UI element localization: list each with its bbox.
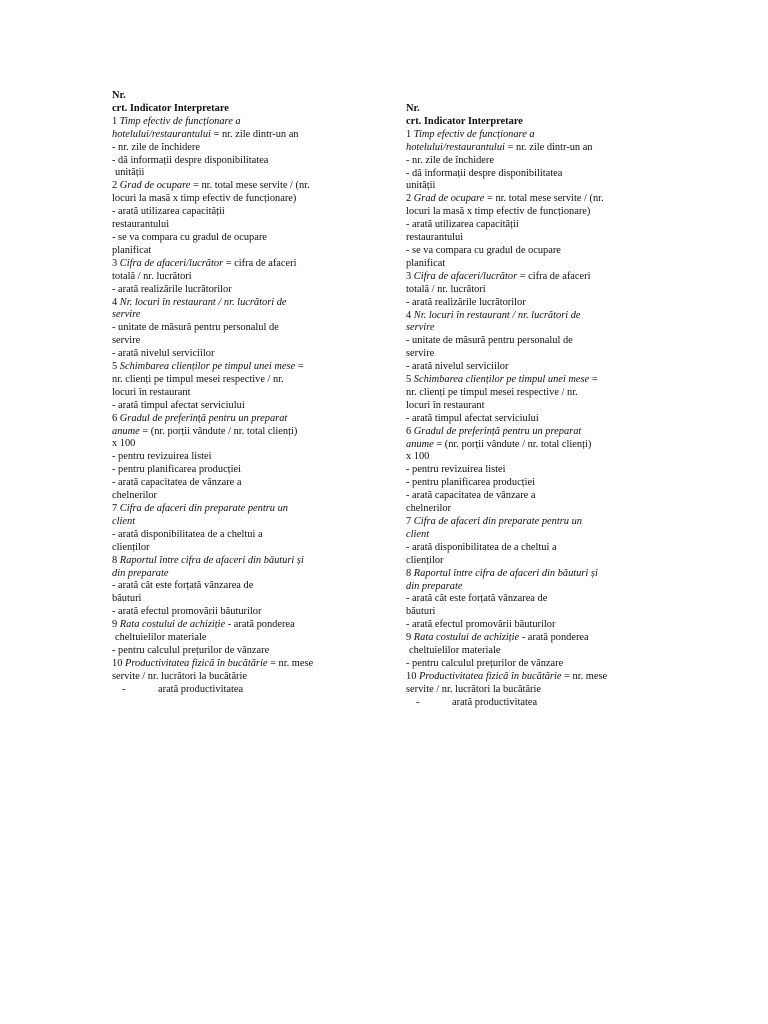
text-line: [112, 606, 313, 619]
text-line: [112, 335, 313, 348]
text-line: [406, 155, 607, 168]
text-segment: =: [295, 361, 304, 373]
text-line: [112, 116, 313, 129]
text-line: [406, 348, 607, 361]
text-line: [406, 129, 607, 142]
text-line: [406, 503, 607, 516]
text-line: [112, 245, 313, 258]
text-segment: arată productivitatea: [452, 696, 538, 708]
text-line: [406, 335, 607, 348]
text-segment: restaurantului: [112, 219, 170, 231]
text-line: [112, 258, 313, 271]
text-line: [112, 361, 313, 374]
text-segment: - arată disponibilitatea de a cheltui a: [112, 528, 263, 540]
text-line: [112, 658, 313, 671]
text-line: [406, 477, 607, 490]
text-segment: - arată ponderea: [225, 619, 295, 631]
text-line: [406, 451, 607, 464]
text-segment: = (nr. porții vândute / nr. total clienți): [433, 438, 592, 450]
text-segment: - arată capacitatea de vânzare a: [112, 477, 242, 489]
text-line: [112, 271, 313, 284]
italic-term: Grad de ocupare: [119, 180, 191, 192]
text-segment: x 100: [406, 451, 430, 463]
text-line: [112, 374, 313, 387]
text-segment: - arată efectul promovării băuturilor: [406, 619, 556, 631]
text-segment: locuri la masă x timp efectiv de funcționare): [406, 206, 591, 218]
text-segment: servire: [112, 335, 141, 347]
italic-term: Rata costului de achiziție: [413, 632, 520, 644]
text-line: [112, 206, 313, 219]
italic-term: Gradul de preferință pentru un preparat: [413, 425, 582, 437]
text-segment: nr. clienți pe timpul mesei respective / nr.: [112, 373, 284, 385]
text-segment: chelnerilor: [406, 503, 452, 515]
text-line: [406, 271, 607, 284]
text-segment: băuturi: [406, 606, 436, 618]
text-segment: - pentru calculul prețurilor de vânzare: [406, 657, 564, 669]
italic-term: anume: [112, 425, 140, 437]
italic-term: Schimbarea clienților pe timpul unei mese: [119, 361, 296, 373]
text-line: [112, 155, 313, 168]
text-segment: 3: [406, 270, 414, 282]
italic-term: hotelului/restaurantului: [406, 141, 505, 153]
text-line: [406, 180, 607, 193]
text-line: [406, 413, 607, 426]
text-line: [406, 632, 607, 645]
italic-term: Rata costului de achiziție: [119, 619, 226, 631]
text-segment: 8: [406, 567, 414, 579]
text-segment: - arată timpul afectat serviciului: [406, 412, 539, 424]
italic-term: Cifra de afaceri/lucrător: [119, 257, 224, 269]
text-line: [406, 374, 607, 387]
text-line: [112, 542, 313, 555]
text-segment: - pentru planificarea producției: [112, 464, 241, 476]
text-segment: - arată disponibilitatea de a cheltui a: [406, 541, 557, 553]
text-line: [112, 645, 313, 658]
bullet-dash: -: [416, 696, 420, 708]
text-segment: servite / nr. lucrători la bucătărie: [406, 683, 542, 695]
text-line: [406, 671, 607, 684]
text-line: [112, 309, 313, 322]
text-line: [406, 361, 607, 374]
text-line: [406, 322, 607, 335]
text-line: [112, 619, 313, 632]
text-segment: - arată timpul afectat serviciului: [112, 399, 245, 411]
text-segment: servire: [406, 348, 435, 360]
text-segment: - arată efectul promovării băuturilor: [112, 606, 262, 618]
text-segment: arată productivitatea: [158, 683, 244, 695]
text-line: [112, 167, 313, 180]
text-line: [112, 400, 313, 413]
text-line: [406, 568, 607, 581]
text-segment: - arată ponderea: [519, 632, 589, 644]
text-line: [406, 516, 607, 529]
text-segment: - dă informații despre disponibilitatea: [406, 167, 563, 179]
text-segment: totală / nr. lucrători: [112, 270, 192, 282]
text-segment: - se va compara cu gradul de ocupare: [112, 231, 267, 243]
text-line: [112, 322, 313, 335]
text-line: [406, 555, 607, 568]
text-segment: 8: [112, 554, 120, 566]
text-segment: = nr. zile dintr-un an: [504, 141, 593, 153]
italic-term: din preparate: [112, 567, 169, 579]
text-line: [406, 206, 607, 219]
text-segment: clienților: [112, 541, 150, 553]
text-line: [112, 529, 313, 542]
text-line: [112, 490, 313, 503]
italic-term: Nr. locuri în restaurant / nr. lucrători de: [413, 309, 581, 321]
text-line: [112, 90, 313, 103]
text-line: [406, 297, 607, 310]
text-line: [112, 348, 313, 361]
text-line: [406, 697, 607, 710]
text-segment: - pentru calculul prețurilor de vânzare: [112, 644, 270, 656]
text-segment: 2: [406, 193, 414, 205]
text-line: [406, 116, 607, 129]
text-line: [406, 684, 607, 697]
text-segment: - nr. zile de închidere: [112, 141, 200, 153]
text-line: [112, 387, 313, 400]
text-line: [112, 103, 313, 116]
text-segment: = nr. zile dintr-un an: [210, 128, 299, 140]
text-segment: - arată realizările lucrătorilor: [112, 283, 232, 295]
text-line: [406, 387, 607, 400]
text-line: [112, 632, 313, 645]
text-line: [112, 232, 313, 245]
text-segment: - unitate de măsură pentru personalul de: [112, 322, 279, 334]
italic-term: client: [406, 528, 430, 540]
text-line: [112, 464, 313, 477]
italic-term: Cifra de afaceri din preparate pentru un: [413, 516, 582, 527]
text-line: [112, 568, 313, 581]
text-segment: planificat: [406, 257, 446, 269]
text-segment: = nr. total mese servite / (nr.: [484, 193, 604, 205]
text-line: [406, 490, 607, 503]
text-line: [406, 619, 607, 632]
text-segment: - arată utilizarea capacității: [112, 206, 225, 218]
italic-term: Nr. locuri în restaurant / nr. lucrători de: [119, 296, 287, 308]
text-segment: 7: [406, 516, 414, 527]
italic-term: anume: [406, 438, 434, 450]
italic-term: Productivitatea fizică în bucătărie: [419, 670, 562, 682]
text-segment: chelnerilor: [112, 490, 158, 502]
text-line: [406, 658, 607, 671]
text-line: [112, 297, 313, 310]
text-segment: 3: [112, 257, 120, 269]
text-segment: - unitate de măsură pentru personalul de: [406, 335, 573, 347]
text-line: [406, 400, 607, 413]
bullet-dash: -: [122, 683, 126, 695]
italic-term: Gradul de preferință pentru un preparat: [119, 412, 288, 424]
text-segment: crt. Indicator Interpretare: [112, 102, 229, 114]
text-segment: 1: [406, 128, 414, 140]
text-segment: - arată utilizarea capacității: [406, 219, 519, 231]
text-segment: 9: [112, 619, 120, 631]
text-segment: 1: [112, 115, 120, 127]
text-line: [406, 310, 607, 323]
text-line: [112, 193, 313, 206]
text-line: [112, 129, 313, 142]
text-segment: 10: [112, 657, 125, 669]
text-segment: = nr. total mese servite / (nr.: [190, 180, 310, 192]
text-segment: - dă informații despre disponibilitatea: [112, 154, 269, 166]
text-line: [406, 606, 607, 619]
text-line: [112, 426, 313, 439]
italic-term: Cifra de afaceri/lucrător: [413, 270, 518, 282]
text-segment: - arată capacitatea de vânzare a: [406, 490, 536, 502]
text-segment: 6: [112, 412, 120, 424]
text-segment: 5: [112, 361, 120, 373]
italic-term: servire: [406, 322, 435, 334]
text-segment: x 100: [112, 438, 136, 450]
text-segment: locuri la masă x timp efectiv de funcționare): [112, 193, 297, 205]
text-line: [112, 413, 313, 426]
text-segment: - pentru planificarea producției: [406, 477, 535, 489]
right-text-column: [406, 103, 607, 710]
text-segment: - arată nivelul serviciilor: [112, 348, 215, 360]
text-segment: 10: [406, 670, 419, 682]
text-line: [406, 142, 607, 155]
italic-term: client: [112, 515, 136, 527]
text-line: [112, 516, 313, 529]
text-line: [112, 142, 313, 155]
text-segment: = (nr. porții vândute / nr. total clienți): [139, 425, 298, 437]
text-line: [112, 180, 313, 193]
text-segment: Nr.: [112, 90, 126, 101]
italic-term: Schimbarea clienților pe timpul unei mese: [413, 374, 590, 386]
italic-term: hotelului/restaurantului: [112, 128, 211, 140]
text-line: [406, 593, 607, 606]
left-text-column: [112, 90, 313, 697]
text-segment: planificat: [112, 244, 152, 256]
text-segment: cheltuielilor materiale: [409, 645, 501, 657]
text-segment: - arată realizările lucrătorilor: [406, 296, 526, 308]
text-line: [112, 503, 313, 516]
text-segment: servite / nr. lucrători la bucătărie: [112, 670, 248, 682]
text-line: [406, 426, 607, 439]
text-line: [406, 193, 607, 206]
text-segment: - arată nivelul serviciilor: [406, 361, 509, 373]
text-line: [406, 439, 607, 452]
text-segment: Nr.: [406, 103, 420, 114]
text-line: [406, 258, 607, 271]
text-segment: 9: [406, 632, 414, 644]
text-segment: 7: [112, 503, 120, 514]
text-line: [112, 684, 313, 697]
italic-term: Raportul între cifra de afaceri din băuturi și: [413, 567, 598, 579]
italic-term: Timp efectiv de funcționare a: [413, 128, 535, 140]
text-line: [406, 219, 607, 232]
text-line: [406, 464, 607, 477]
text-segment: unității: [115, 167, 145, 179]
text-line: [112, 555, 313, 568]
text-segment: - arată cât este forțată vânzarea de: [112, 580, 254, 592]
text-segment: crt. Indicator Interpretare: [406, 115, 523, 127]
text-segment: = cifra de afaceri: [517, 270, 591, 282]
italic-term: Grad de ocupare: [413, 193, 485, 205]
text-segment: clienților: [406, 554, 444, 566]
text-line: [406, 581, 607, 594]
text-segment: = nr. mese: [561, 670, 608, 682]
text-segment: 4: [406, 309, 414, 321]
text-segment: 4: [112, 296, 120, 308]
italic-term: Raportul între cifra de afaceri din băuturi și: [119, 554, 304, 566]
text-line: [112, 593, 313, 606]
italic-term: Timp efectiv de funcționare a: [119, 115, 241, 127]
text-segment: = cifra de afaceri: [223, 257, 297, 269]
text-line: [406, 232, 607, 245]
italic-term: Productivitatea fizică în bucătărie: [125, 657, 268, 669]
text-segment: 2: [112, 180, 120, 192]
text-line: [112, 451, 313, 464]
italic-term: Cifra de afaceri din preparate pentru un: [119, 503, 288, 514]
text-line: [112, 580, 313, 593]
text-line: [406, 168, 607, 181]
italic-term: din preparate: [406, 580, 463, 592]
text-segment: nr. clienți pe timpul mesei respective / nr.: [406, 386, 578, 398]
text-line: [112, 477, 313, 490]
text-line: [406, 284, 607, 297]
text-segment: 6: [406, 425, 414, 437]
text-segment: - se va compara cu gradul de ocupare: [406, 244, 561, 256]
text-segment: băuturi: [112, 593, 142, 605]
text-line: [406, 645, 607, 658]
text-line: [112, 438, 313, 451]
text-line: [112, 284, 313, 297]
text-line: [112, 671, 313, 684]
text-line: [406, 103, 607, 116]
text-segment: = nr. mese: [267, 657, 314, 669]
text-segment: =: [589, 374, 598, 386]
text-segment: locuri în restaurant: [406, 399, 485, 411]
text-segment: totală / nr. lucrători: [406, 283, 486, 295]
text-segment: - pentru revizuirea listei: [406, 464, 506, 476]
text-line: [406, 245, 607, 258]
text-segment: restaurantului: [406, 232, 464, 244]
text-segment: unității: [406, 180, 436, 192]
text-segment: - pentru revizuirea listei: [112, 451, 212, 463]
italic-term: servire: [112, 309, 141, 321]
text-line: [406, 542, 607, 555]
text-segment: 5: [406, 374, 414, 386]
text-line: [406, 529, 607, 542]
text-segment: locuri în restaurant: [112, 386, 191, 398]
text-line: [112, 219, 313, 232]
text-segment: cheltuielilor materiale: [115, 632, 207, 644]
text-segment: - nr. zile de închidere: [406, 154, 494, 166]
text-segment: - arată cât este forțată vânzarea de: [406, 593, 548, 605]
